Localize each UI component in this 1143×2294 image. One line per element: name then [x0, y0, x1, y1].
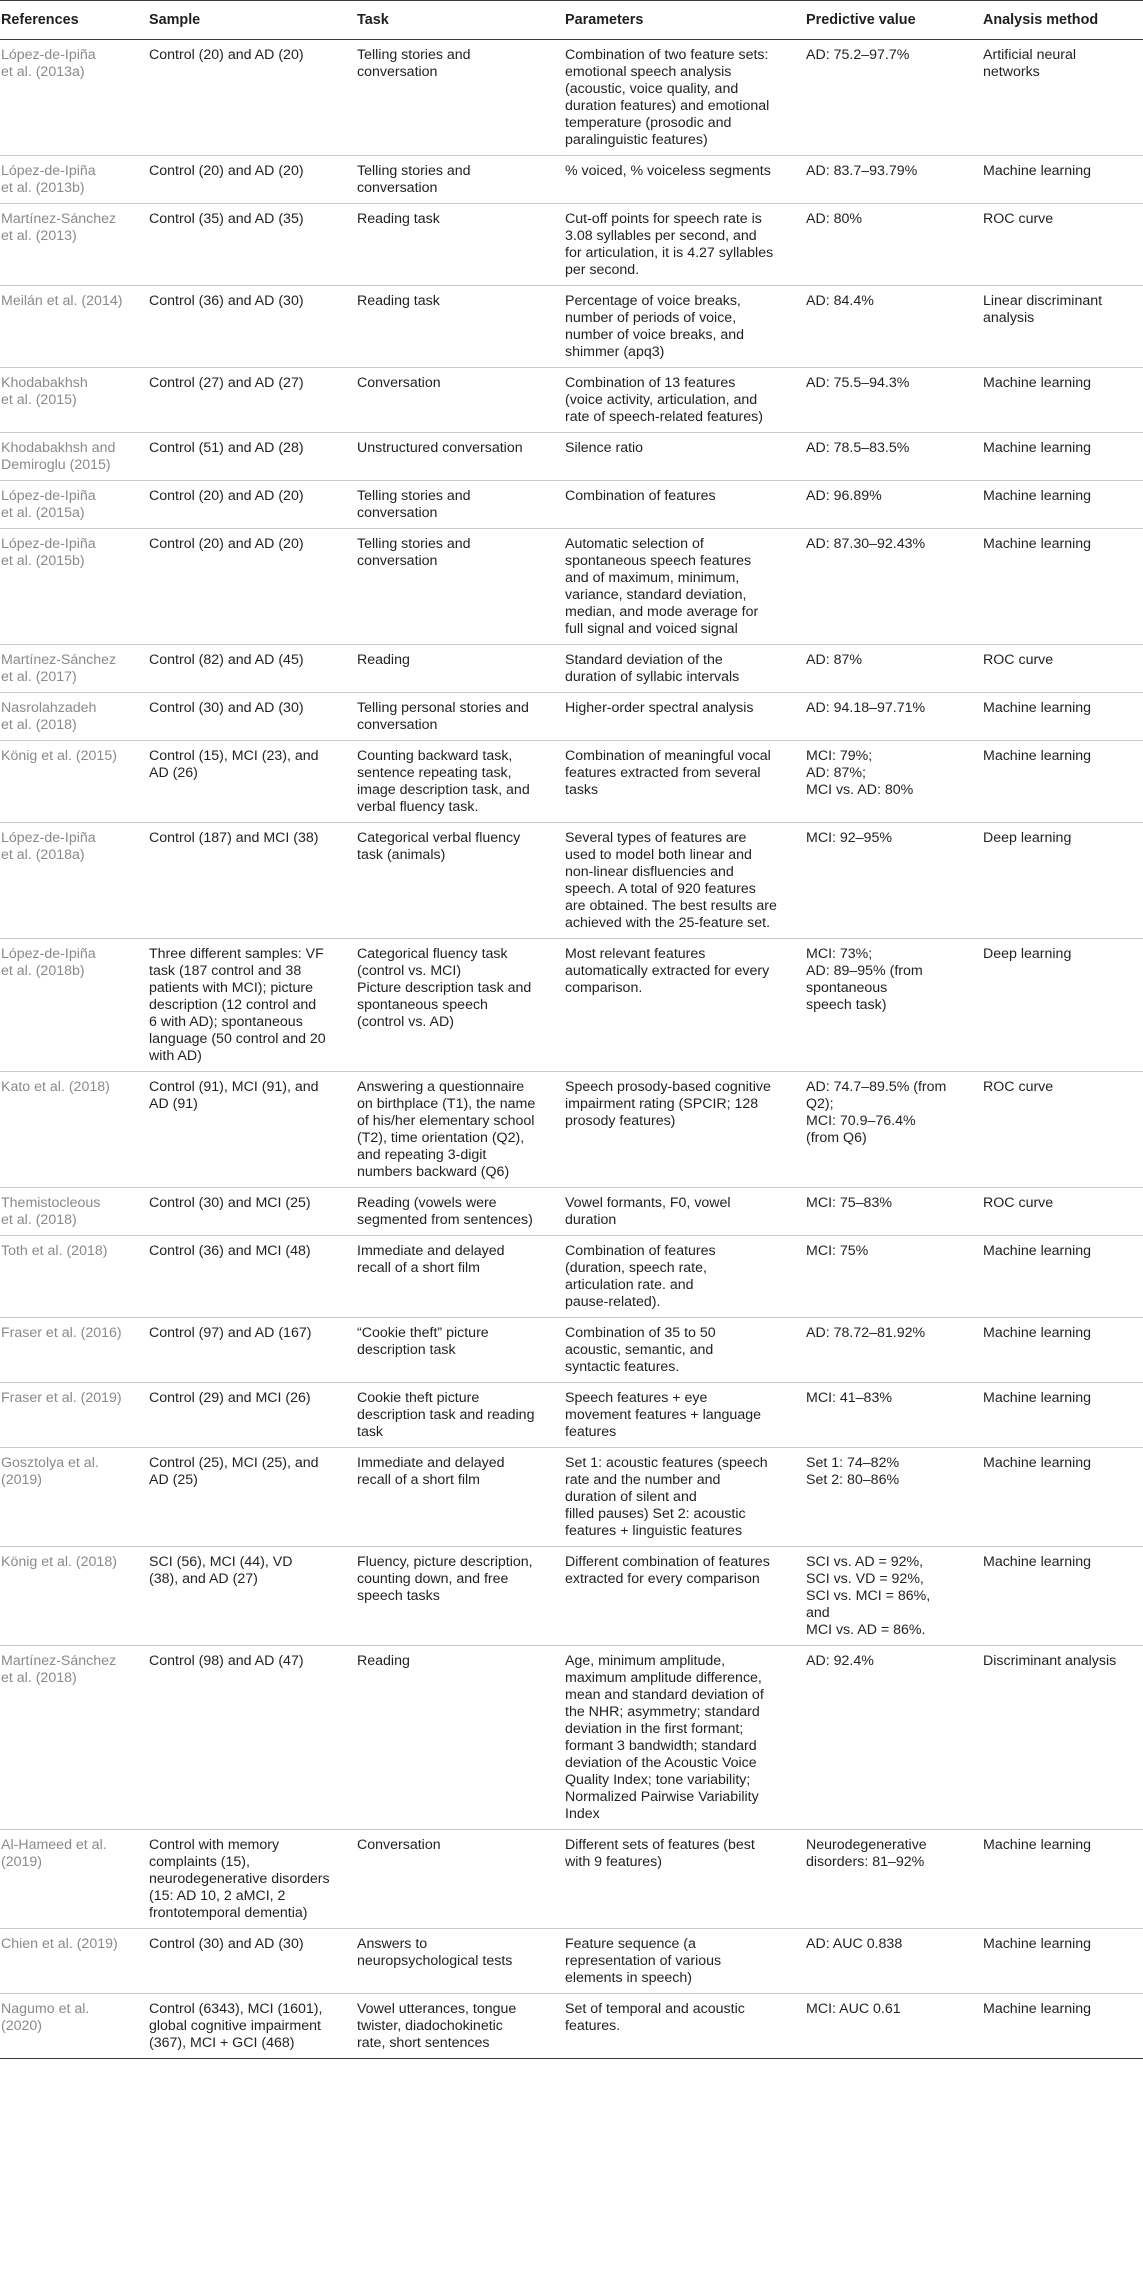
table-row — [0, 1318, 1143, 1383]
table-row — [0, 741, 1143, 823]
predictive-value-cell: AD: 74.7–89.5% (from Q2); MCI: 70.9–76.4% (from Q6) — [805, 1072, 982, 1188]
sample-cell: Control (20) and AD (20) — [148, 40, 356, 156]
table-row — [0, 1547, 1143, 1646]
reference-cell: López-de-Ipiña et al. (2018b) — [0, 939, 148, 1072]
predictive-value-cell: AD: 96.89% — [805, 481, 982, 529]
parameters-cell: Different sets of features (best with 9 features) — [564, 1830, 805, 1929]
reference-cell: Themistocleous et al. (2018) — [0, 1188, 148, 1236]
parameters-cell: Speech prosody-based cognitive impairment rating (SPCIR; 128 prosody features) — [564, 1072, 805, 1188]
header-analysis-method: Analysis method — [982, 1, 1143, 40]
task-cell: Cookie theft picture description task and reading task — [356, 1383, 564, 1448]
parameters-cell: Combination of 35 to 50 acoustic, semantic, and syntactic features. — [564, 1318, 805, 1383]
analysis-method-cell: Machine learning — [982, 741, 1143, 823]
table-row — [0, 1994, 1143, 2059]
predictive-value-cell: MCI: 92–95% — [805, 823, 982, 939]
parameters-cell: Percentage of voice breaks, number of periods of voice, number of voice breaks, and shimmer (apq3) — [564, 286, 805, 368]
analysis-method-cell: ROC curve — [982, 204, 1143, 286]
reference-cell: López-de-Ipiña et al. (2013b) — [0, 156, 148, 204]
analysis-method-cell: Machine learning — [982, 1383, 1143, 1448]
predictive-value-cell: MCI: 75–83% — [805, 1188, 982, 1236]
reference-cell: Fraser et al. (2016) — [0, 1318, 148, 1383]
parameters-cell: Cut-off points for speech rate is 3.08 syllables per second, and for articulation, it is 4.27 syllables per second. — [564, 204, 805, 286]
predictive-value-cell: Neurodegenerative disorders: 81–92% — [805, 1830, 982, 1929]
table-row — [0, 40, 1143, 156]
parameters-cell: Combination of features (duration, speech rate, articulation rate. and pause-related). — [564, 1236, 805, 1318]
analysis-method-cell: Machine learning — [982, 1547, 1143, 1646]
table-row — [0, 1383, 1143, 1448]
header-task: Task — [356, 1, 564, 40]
task-cell: Conversation — [356, 1830, 564, 1929]
table-row — [0, 1830, 1143, 1929]
predictive-value-cell: AD: 78.5–83.5% — [805, 433, 982, 481]
parameters-cell: Automatic selection of spontaneous speech features and of maximum, minimum, variance, standard deviation, median, and mode average for full signal and voiced signal — [564, 529, 805, 645]
task-cell: Reading (vowels were segmented from sentences) — [356, 1188, 564, 1236]
reference-cell: Meilán et al. (2014) — [0, 286, 148, 368]
predictive-value-cell: AD: 94.18–97.71% — [805, 693, 982, 741]
analysis-method-cell: ROC curve — [982, 1072, 1143, 1188]
analysis-method-cell: Artificial neural networks — [982, 40, 1143, 156]
sample-cell: SCI (56), MCI (44), VD (38), and AD (27) — [148, 1547, 356, 1646]
reference-cell: Chien et al. (2019) — [0, 1929, 148, 1994]
reference-cell: Khodabakhsh et al. (2015) — [0, 368, 148, 433]
analysis-method-cell: Machine learning — [982, 1318, 1143, 1383]
task-cell: Fluency, picture description, counting down, and free speech tasks — [356, 1547, 564, 1646]
sample-cell: Control (20) and AD (20) — [148, 481, 356, 529]
analysis-method-cell: ROC curve — [982, 1188, 1143, 1236]
parameters-cell: Feature sequence (a representation of various elements in speech) — [564, 1929, 805, 1994]
table-row — [0, 645, 1143, 693]
task-cell: Answers to neuropsychological tests — [356, 1929, 564, 1994]
task-cell: Counting backward task, sentence repeating task, image description task, and verbal fluency task. — [356, 741, 564, 823]
reference-cell: López-de-Ipiña et al. (2015a) — [0, 481, 148, 529]
parameters-cell: Higher-order spectral analysis — [564, 693, 805, 741]
task-cell: Reading task — [356, 286, 564, 368]
analysis-method-cell: Linear discriminant analysis — [982, 286, 1143, 368]
task-cell: Reading task — [356, 204, 564, 286]
reference-cell: Toth et al. (2018) — [0, 1236, 148, 1318]
analysis-method-cell: Machine learning — [982, 1448, 1143, 1547]
reference-cell: König et al. (2018) — [0, 1547, 148, 1646]
predictive-value-cell: AD: 78.72–81.92% — [805, 1318, 982, 1383]
analysis-method-cell: Machine learning — [982, 433, 1143, 481]
predictive-value-cell: AD: 75.5–94.3% — [805, 368, 982, 433]
table-row — [0, 1448, 1143, 1547]
parameters-cell: Speech features + eye movement features + language features — [564, 1383, 805, 1448]
predictive-value-cell: SCI vs. AD = 92%, SCI vs. VD = 92%, SCI vs. MCI = 86%, and MCI vs. AD = 86%. — [805, 1547, 982, 1646]
header-references: References — [0, 1, 148, 40]
predictive-value-cell: AD: 84.4% — [805, 286, 982, 368]
task-cell: Categorical fluency task (control vs. MCI) Picture description task and spontaneous speech (control vs. AD) — [356, 939, 564, 1072]
sample-cell: Control (98) and AD (47) — [148, 1646, 356, 1830]
task-cell: Telling stories and conversation — [356, 40, 564, 156]
predictive-value-cell: AD: 83.7–93.79% — [805, 156, 982, 204]
task-cell: Reading — [356, 645, 564, 693]
predictive-value-cell: Set 1: 74–82% Set 2: 80–86% — [805, 1448, 982, 1547]
predictive-value-cell: MCI: 75% — [805, 1236, 982, 1318]
analysis-method-cell: Discriminant analysis — [982, 1646, 1143, 1830]
parameters-cell: Silence ratio — [564, 433, 805, 481]
analysis-method-cell: ROC curve — [982, 645, 1143, 693]
parameters-cell: Combination of 13 features (voice activity, articulation, and rate of speech-related features) — [564, 368, 805, 433]
table-row — [0, 939, 1143, 1072]
sample-cell: Control (6343), MCI (1601), global cognitive impairment (367), MCI + GCI (468) — [148, 1994, 356, 2059]
analysis-method-cell: Deep learning — [982, 939, 1143, 1072]
task-cell: Immediate and delayed recall of a short film — [356, 1448, 564, 1547]
reference-cell: López-de-Ipiña et al. (2018a) — [0, 823, 148, 939]
reference-cell: Martínez-Sánchez et al. (2013) — [0, 204, 148, 286]
parameters-cell: Combination of meaningful vocal features extracted from several tasks — [564, 741, 805, 823]
sample-cell: Control (20) and AD (20) — [148, 529, 356, 645]
sample-cell: Control (51) and AD (28) — [148, 433, 356, 481]
task-cell: Reading — [356, 1646, 564, 1830]
reference-cell: Martínez-Sánchez et al. (2018) — [0, 1646, 148, 1830]
analysis-method-cell: Machine learning — [982, 156, 1143, 204]
sample-cell: Control (30) and AD (30) — [148, 693, 356, 741]
reference-cell: Khodabakhsh and Demiroglu (2015) — [0, 433, 148, 481]
sample-cell: Control (35) and AD (35) — [148, 204, 356, 286]
task-cell: Vowel utterances, tongue twister, diadochokinetic rate, short sentences — [356, 1994, 564, 2059]
task-cell: Telling stories and conversation — [356, 529, 564, 645]
reference-cell: König et al. (2015) — [0, 741, 148, 823]
sample-cell: Control (20) and AD (20) — [148, 156, 356, 204]
task-cell: Immediate and delayed recall of a short film — [356, 1236, 564, 1318]
parameters-cell: Several types of features are used to model both linear and non-linear disfluencies and speech. A total of 920 features are obtained. The best results are achieved with the 25-feature set. — [564, 823, 805, 939]
predictive-value-cell: AD: AUC 0.838 — [805, 1929, 982, 1994]
predictive-value-cell: MCI: 79%; AD: 87%; MCI vs. AD: 80% — [805, 741, 982, 823]
sample-cell: Control (27) and AD (27) — [148, 368, 356, 433]
analysis-method-cell: Machine learning — [982, 481, 1143, 529]
sample-cell: Control (36) and AD (30) — [148, 286, 356, 368]
analysis-method-cell: Machine learning — [982, 1994, 1143, 2059]
predictive-value-cell: AD: 87.30–92.43% — [805, 529, 982, 645]
reference-cell: Kato et al. (2018) — [0, 1072, 148, 1188]
predictive-value-cell: MCI: 41–83% — [805, 1383, 982, 1448]
sample-cell: Control (97) and AD (167) — [148, 1318, 356, 1383]
parameters-cell: Set 1: acoustic features (speech rate and the number and duration of silent and filled pauses) Set 2: acoustic features + linguistic features — [564, 1448, 805, 1547]
sample-cell: Control (15), MCI (23), and AD (26) — [148, 741, 356, 823]
sample-cell: Control (82) and AD (45) — [148, 645, 356, 693]
table-row — [0, 1072, 1143, 1188]
sample-cell: Control with memory complaints (15), neurodegenerative disorders (15: AD 10, 2 aMCI, 2 frontotemporal dementia) — [148, 1830, 356, 1929]
table-row — [0, 529, 1143, 645]
table-row — [0, 156, 1143, 204]
reference-cell: López-de-Ipiña et al. (2015b) — [0, 529, 148, 645]
sample-cell: Control (29) and MCI (26) — [148, 1383, 356, 1448]
task-cell: Telling stories and conversation — [356, 481, 564, 529]
header-row — [0, 1, 1143, 40]
task-cell: Unstructured conversation — [356, 433, 564, 481]
table-row — [0, 481, 1143, 529]
header-parameters: Parameters — [564, 1, 805, 40]
predictive-value-cell: AD: 92.4% — [805, 1646, 982, 1830]
sample-cell: Control (91), MCI (91), and AD (91) — [148, 1072, 356, 1188]
task-cell: “Cookie theft” picture description task — [356, 1318, 564, 1383]
table-body — [0, 40, 1143, 2059]
parameters-cell: Standard deviation of the duration of syllabic intervals — [564, 645, 805, 693]
task-cell: Answering a questionnaire on birthplace (T1), the name of his/her elementary school (T2), time orientation (Q2), and repeating 3-digit numbers backward (Q6) — [356, 1072, 564, 1188]
table-row — [0, 1646, 1143, 1830]
table-row — [0, 368, 1143, 433]
table-row — [0, 1188, 1143, 1236]
analysis-method-cell: Machine learning — [982, 1929, 1143, 1994]
analysis-method-cell: Machine learning — [982, 693, 1143, 741]
table-row — [0, 286, 1143, 368]
parameters-cell: Vowel formants, F0, vowel duration — [564, 1188, 805, 1236]
task-cell: Conversation — [356, 368, 564, 433]
parameters-cell: Most relevant features automatically extracted for every comparison. — [564, 939, 805, 1072]
predictive-value-cell: AD: 87% — [805, 645, 982, 693]
analysis-method-cell: Machine learning — [982, 1236, 1143, 1318]
sample-cell: Control (187) and MCI (38) — [148, 823, 356, 939]
reference-cell: Gosztolya et al. (2019) — [0, 1448, 148, 1547]
reference-cell: Al-Hameed et al. (2019) — [0, 1830, 148, 1929]
reference-cell: Nagumo et al. (2020) — [0, 1994, 148, 2059]
parameters-cell: Age, minimum amplitude, maximum amplitude difference, mean and standard deviation of the NHR; asymmetry; standard deviation in the first formant; formant 3 bandwidth; standard deviation of the Acoustic Voice Quality Index; tone variability; Normalized Pairwise Variability Index — [564, 1646, 805, 1830]
reference-cell: López-de-Ipiña et al. (2013a) — [0, 40, 148, 156]
sample-cell: Control (30) and MCI (25) — [148, 1188, 356, 1236]
predictive-value-cell: MCI: 73%; AD: 89–95% (from spontaneous speech task) — [805, 939, 982, 1072]
parameters-cell: Combination of features — [564, 481, 805, 529]
header-sample: Sample — [148, 1, 356, 40]
sample-cell: Control (30) and AD (30) — [148, 1929, 356, 1994]
table-row — [0, 823, 1143, 939]
sample-cell: Control (36) and MCI (48) — [148, 1236, 356, 1318]
table-row — [0, 1929, 1143, 1994]
table-header — [0, 1, 1143, 40]
table-row — [0, 433, 1143, 481]
analysis-method-cell: Deep learning — [982, 823, 1143, 939]
parameters-cell: % voiced, % voiceless segments — [564, 156, 805, 204]
table-row — [0, 693, 1143, 741]
task-cell: Telling personal stories and conversation — [356, 693, 564, 741]
header-predictive-value: Predictive value — [805, 1, 982, 40]
task-cell: Telling stories and conversation — [356, 156, 564, 204]
predictive-value-cell: MCI: AUC 0.61 — [805, 1994, 982, 2059]
analysis-method-cell: Machine learning — [982, 529, 1143, 645]
task-cell: Categorical verbal fluency task (animals) — [356, 823, 564, 939]
sample-cell: Three different samples: VF task (187 control and 38 patients with MCI); picture description (12 control and 6 with AD); spontaneous language (50 control and 20 with AD) — [148, 939, 356, 1072]
analysis-method-cell: Machine learning — [982, 1830, 1143, 1929]
reference-cell: Fraser et al. (2019) — [0, 1383, 148, 1448]
reference-cell: Nasrolahzadeh et al. (2018) — [0, 693, 148, 741]
predictive-value-cell: AD: 80% — [805, 204, 982, 286]
table-row — [0, 1236, 1143, 1318]
parameters-cell: Set of temporal and acoustic features. — [564, 1994, 805, 2059]
parameters-cell: Different combination of features extracted for every comparison — [564, 1547, 805, 1646]
reference-cell: Martínez-Sánchez et al. (2017) — [0, 645, 148, 693]
analysis-method-cell: Machine learning — [982, 368, 1143, 433]
parameters-cell: Combination of two feature sets: emotional speech analysis (acoustic, voice quality, and duration features) and emotional temperature (prosodic and paralinguistic features) — [564, 40, 805, 156]
table-row — [0, 204, 1143, 286]
predictive-value-cell: AD: 75.2–97.7% — [805, 40, 982, 156]
sample-cell: Control (25), MCI (25), and AD (25) — [148, 1448, 356, 1547]
